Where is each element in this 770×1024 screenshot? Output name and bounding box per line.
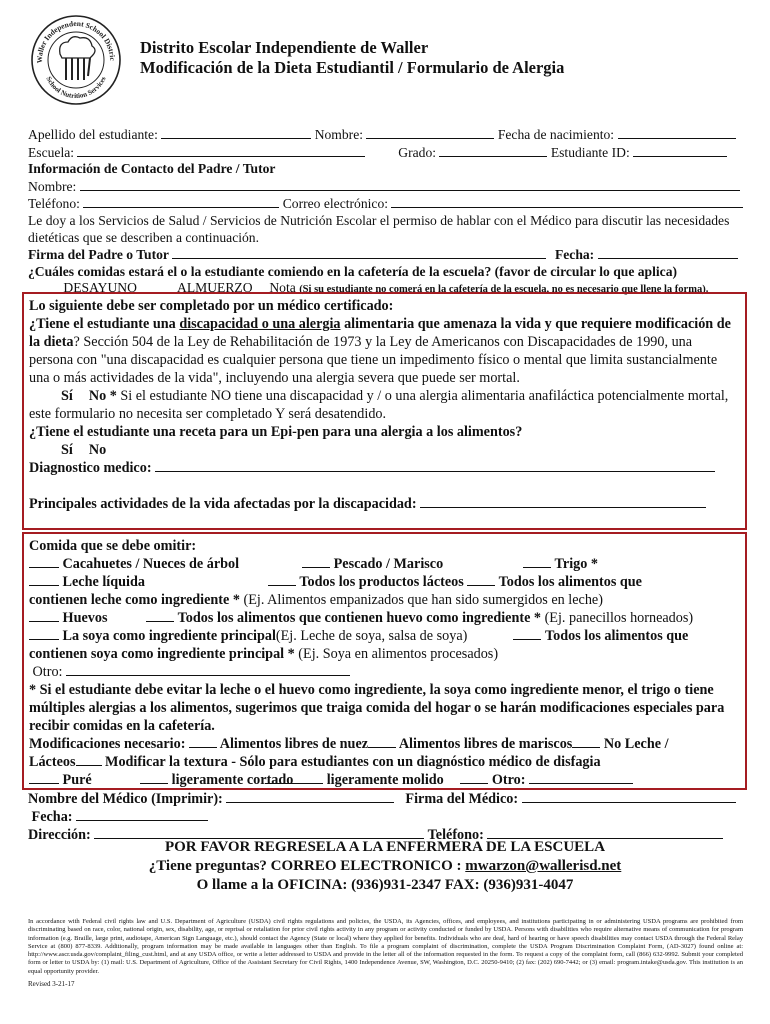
phone-fax-line: O llame a la OFICINA: (936)931-2347 FAX: (936)931-4047 bbox=[196, 877, 574, 893]
all-soy-label-a: Todos los alimentos que bbox=[544, 628, 689, 644]
omit-row-3 bbox=[29, 591, 739, 609]
meals-note-text: (Si su estudiante no comerá en la cafetería de la escuela, no es necesario que llene la forma). bbox=[299, 284, 709, 296]
dairy-word: Lácteos bbox=[29, 754, 76, 770]
milk-check[interactable] bbox=[29, 573, 59, 586]
dob-field[interactable] bbox=[618, 126, 736, 139]
first-name-label: Nombre: bbox=[314, 127, 364, 142]
mods-row-1 bbox=[29, 735, 739, 753]
omit-other-row bbox=[29, 663, 739, 681]
school-field[interactable] bbox=[77, 144, 365, 157]
doctor-date-field[interactable] bbox=[76, 808, 208, 821]
all-egg-check[interactable] bbox=[146, 609, 174, 622]
texture-check[interactable] bbox=[76, 753, 102, 766]
soy-example: (Ej. Leche de soya, salsa de soya) bbox=[275, 628, 468, 644]
omit-heading: Comida que se debe omitir: bbox=[29, 538, 197, 554]
omit-warning: * Si el estudiante debe evitar la leche o el huevo como ingrediente, la soya como ingrediente menor, el trigo o tiene múltiples alergias a los alimentos, sugerimos que traiga comida del hogar o se harán modificaciones especiales para recibir comidas en la cafetería. bbox=[29, 682, 725, 734]
disability-answer bbox=[29, 387, 739, 423]
return-contact bbox=[0, 838, 770, 895]
eggs-check[interactable] bbox=[29, 609, 59, 622]
physician-heading: Lo siguiente debe ser completado por un médico certificado: bbox=[29, 298, 394, 314]
yes-option[interactable]: Sí bbox=[61, 388, 73, 404]
q1-part-c: ? Sección 504 de la Ley de Rehabilitación de 1973 y la Ley de Americanos con Discapacidades de 1990, una persona con "una discapacidad es cualquier persona que tiene un impedimento físico o mental que limita sustancialmente una o más actividades de la vida", incluyendo una alergia severa que puede ser mortal. bbox=[29, 334, 718, 386]
title-form: Modificación de la Dieta Estudiantil / Formulario de Alergia bbox=[140, 58, 565, 77]
epipen-question: ¿Tiene el estudiante una receta para un Epi-pen para una alergia a los alimentos? bbox=[29, 424, 523, 440]
grade-field[interactable] bbox=[439, 144, 547, 157]
omit-other-field[interactable] bbox=[66, 663, 350, 676]
doctor-phone-label: Teléfono: bbox=[427, 827, 484, 843]
no-option[interactable]: No * bbox=[88, 388, 117, 404]
omit-other-label: Otro: bbox=[32, 664, 63, 680]
activities-field[interactable] bbox=[420, 495, 706, 508]
return-instruction: POR FAVOR REGRESELA A LA ENFERMERA DE LA ESCUELA bbox=[164, 839, 606, 855]
doctor-row-2 bbox=[28, 808, 743, 826]
texture-label: Modificar la textura - Sólo para estudiantes con un diagnóstico médico de disfagia bbox=[105, 754, 601, 770]
fish-check[interactable] bbox=[302, 555, 330, 568]
q1-part-b: alimentaria que amenaza la vida y que requiere modificación de la dieta bbox=[29, 316, 731, 350]
no-milk-label: No Leche / bbox=[603, 736, 669, 752]
breakfast-option[interactable]: DESAYUNO bbox=[63, 280, 137, 296]
soy-check[interactable] bbox=[29, 627, 59, 640]
q1-underlined: discapacidad o una alergia bbox=[179, 316, 341, 332]
last-name-field[interactable] bbox=[161, 126, 311, 139]
no-note: Si el estudiante NO tiene una discapacidad y / o una alergia alimentaria anafiláctica potencialmente mortal, este formulario no necesita ser completado Y será desatendido. bbox=[29, 388, 729, 422]
contact-email-link[interactable]: mwarzon@wallerisd.net bbox=[465, 858, 622, 874]
district-logo bbox=[30, 14, 122, 106]
doctor-address-label: Dirección: bbox=[28, 827, 91, 843]
student-row-2 bbox=[28, 144, 743, 162]
nut-free-check[interactable] bbox=[189, 735, 217, 748]
all-soy-example: (Ej. Soya en alimentos procesados) bbox=[294, 646, 499, 662]
diagnosis-label: Diagnostico medico: bbox=[29, 460, 152, 476]
student-row-1 bbox=[28, 126, 743, 144]
wheat-label: Trigo * bbox=[554, 556, 598, 572]
parent-name-field[interactable] bbox=[80, 178, 740, 191]
meals-note-label: Nota bbox=[269, 280, 296, 296]
other2-field[interactable] bbox=[529, 771, 633, 784]
lightly-cut-label: ligeramente cortado bbox=[171, 772, 294, 788]
puree-label: Puré bbox=[62, 772, 92, 788]
questions-line bbox=[0, 857, 770, 876]
doctor-row-1 bbox=[28, 790, 743, 808]
all-milk-label-b: contienen leche como ingrediente * bbox=[29, 592, 240, 608]
doctor-name-field[interactable] bbox=[226, 790, 394, 803]
all-milk-example: (Ej. Alimentos empanizados que han sido sumergidos en leche) bbox=[239, 592, 603, 608]
questions-label: ¿Tiene preguntas? CORREO ELECTRONICO : bbox=[148, 858, 466, 874]
omit-row-1 bbox=[29, 555, 739, 573]
parent-phone-row bbox=[28, 195, 743, 213]
milk-label: Leche líquida bbox=[62, 574, 145, 590]
parent-email-label: Correo electrónico: bbox=[282, 196, 389, 212]
physician-section bbox=[22, 292, 747, 530]
mods-row-2 bbox=[29, 753, 739, 771]
doctor-section bbox=[28, 790, 743, 844]
parent-email-field[interactable] bbox=[391, 195, 743, 208]
dairy-check[interactable] bbox=[268, 573, 296, 586]
logo-ring-top: Waller Independent School Distric bbox=[34, 18, 118, 64]
shellfish-free-check[interactable] bbox=[368, 735, 396, 748]
dairy-label: Todos los productos lácteos bbox=[299, 574, 464, 590]
other2-check[interactable] bbox=[460, 771, 488, 784]
consent-text: Le doy a los Servicios de Salud / Servicios de Nutrición Escolar el permiso de hablar con el Médico para discutir las necesidades dietéticas que se describen a continuación. bbox=[28, 212, 730, 245]
eggs-label: Huevos bbox=[62, 610, 108, 626]
omit-row-5 bbox=[29, 627, 739, 645]
epipen-no[interactable]: No bbox=[88, 442, 107, 458]
omit-row-4 bbox=[29, 609, 739, 627]
parent-signature-label: Firma del Padre o Tutor bbox=[28, 247, 169, 263]
student-id-label: Estudiante ID: bbox=[550, 144, 630, 160]
title-district: Distrito Escolar Independiente de Waller bbox=[140, 38, 429, 57]
epipen-yes[interactable]: Sí bbox=[61, 442, 73, 458]
doctor-signature-field[interactable] bbox=[522, 790, 736, 803]
shellfish-free-label: Alimentos libres de mariscos bbox=[398, 736, 573, 752]
mods-row-3 bbox=[29, 771, 739, 789]
puree-check[interactable] bbox=[29, 771, 59, 784]
all-egg-label: Todos los alimentos que contienen huevo como ingrediente * bbox=[177, 610, 542, 626]
parent-date-label: Fecha: bbox=[554, 247, 595, 263]
doctor-name-label: Nombre del Médico (Imprimir): bbox=[28, 791, 223, 807]
lightly-cut-check[interactable] bbox=[140, 771, 168, 784]
activities-label: Principales actividades de la vida afectadas por la discapacidad: bbox=[29, 496, 417, 512]
other2-label: Otro: bbox=[491, 772, 526, 788]
parent-name-row bbox=[28, 178, 743, 196]
omit-row-2 bbox=[29, 573, 739, 591]
nut-free-label: Alimentos libres de nuez bbox=[219, 736, 369, 752]
student-id-field[interactable] bbox=[633, 144, 727, 157]
epipen-answer bbox=[29, 441, 739, 459]
school-label: Escuela: bbox=[28, 144, 75, 160]
meals-question: ¿Cuáles comidas estará el o la estudiante comiendo en la cafetería de la escuela? (favor de circular lo que aplica) bbox=[28, 263, 678, 279]
foods-to-omit-section bbox=[22, 532, 747, 790]
parent-heading: Información de Contacto del Padre / Tutor bbox=[28, 161, 276, 177]
lightly-ground-label: ligeramente molido bbox=[326, 772, 444, 788]
usda-nondiscrimination-statement: In accordance with Federal civil rights law and U.S. Department of Agriculture (USDA) civil rights regulations and policies, the USDA, its Agencies, offices, and employees, and institutions participating in or administering USDA programs are prohibited from discriminating based on race, color, national origin, sex, disability, age, or reprisal or retaliation for prior civil rights activity in any program or activity conducted or funded by USDA. Persons with disabilities who require alternative means of communication for program information (e.g. Braille, large print, audiotape, American Sign Language, etc.), should contact the Agency (State or local) where they applied for benefits. Individuals who are deaf, hard of hearing or have speech disabilities may contact USDA through the Federal Relay Service at (800) 877-8339. Additionally, program information may be made available in languages other than English. To file a program complaint of discrimination, complete the USDA Program Discrimination Complaint Form, (AD-3027) found online at: http://www.ascr.usda.gov/complaint_filing_cust.html, and at any USDA office, or write a letter addressed to USDA and provide in the letter all of the information requested in the form. To request a copy of the complaint form, call (866) 632-9992. Submit your completed form or letter to USDA by: (1) mail: U.S. Department of Agriculture, Office of the Assistant Secretary for Civil Rights, 1400 Independence Avenue, SW, Washington, D.C. 20250-9410; (2) fax: (202) 690-7442; or (3) email: program.intake@usda.gov. This institution is an equal opportunity provider. bbox=[28, 918, 743, 975]
all-milk-check[interactable] bbox=[467, 573, 495, 586]
dob-label: Fecha de nacimiento: bbox=[497, 127, 615, 142]
lightly-ground-check[interactable] bbox=[265, 771, 323, 784]
peanuts-label: Cacahuetes / Nueces de árbol bbox=[62, 556, 240, 572]
student-parent-section bbox=[28, 126, 743, 299]
wheat-check[interactable] bbox=[523, 555, 551, 568]
all-soy-check[interactable] bbox=[513, 627, 541, 640]
parent-signature-field[interactable] bbox=[172, 246, 546, 259]
parent-signature-row bbox=[28, 246, 743, 264]
omit-row-6 bbox=[29, 645, 739, 663]
logo-ring-bottom: School Nutrition Services bbox=[44, 75, 108, 101]
fish-label: Pescado / Marisco bbox=[333, 556, 444, 572]
q1-part-a: ¿Tiene el estudiante una bbox=[29, 316, 180, 332]
grade-label: Grado: bbox=[398, 144, 437, 160]
all-soy-label-b: contienen soya como ingrediente principal * bbox=[29, 646, 295, 662]
parent-date-field[interactable] bbox=[598, 246, 738, 259]
disability-question bbox=[29, 315, 739, 387]
parent-phone-field[interactable] bbox=[83, 195, 279, 208]
peanuts-check[interactable] bbox=[29, 555, 59, 568]
lunch-option[interactable]: ALMUERZO bbox=[177, 280, 253, 296]
soy-label: La soya como ingrediente principal bbox=[62, 628, 276, 644]
diagnosis-field[interactable] bbox=[155, 459, 715, 472]
first-name-field[interactable] bbox=[366, 126, 494, 139]
all-milk-label-a: Todos los alimentos que bbox=[498, 574, 642, 590]
parent-name-label: Nombre: bbox=[28, 178, 77, 194]
no-milk-check[interactable] bbox=[572, 735, 600, 748]
doctor-date-label: Fecha: bbox=[31, 809, 73, 825]
diagnosis-row bbox=[29, 459, 739, 477]
revised-date: Revised 3-21-17 bbox=[28, 980, 75, 988]
activities-row bbox=[29, 495, 739, 513]
doctor-signature-label: Firma del Médico: bbox=[405, 791, 519, 807]
all-egg-example: (Ej. panecillos horneados) bbox=[541, 610, 694, 626]
parent-phone-label: Teléfono: bbox=[28, 196, 80, 212]
mods-label: Modificaciones necesario: bbox=[29, 736, 186, 752]
last-name-label: Apellido del estudiante: bbox=[28, 127, 158, 142]
form-title bbox=[140, 38, 564, 78]
